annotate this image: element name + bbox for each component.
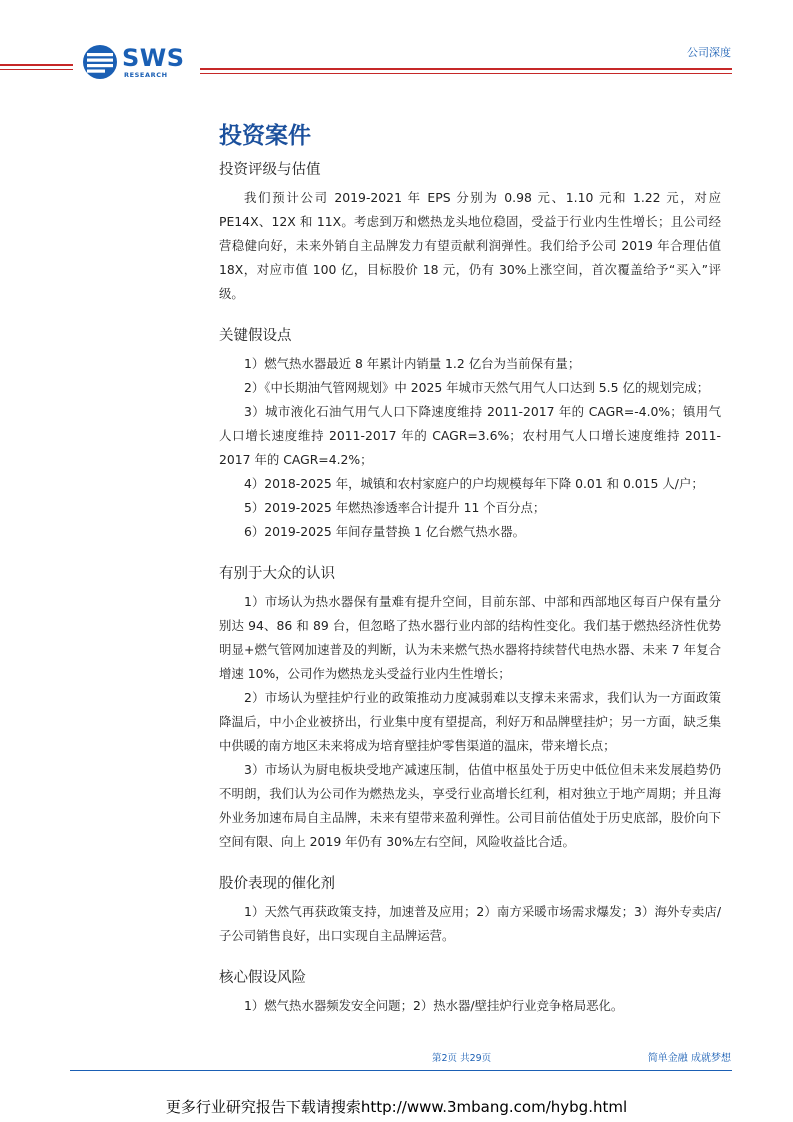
footer-slogan: 简单金融 成就梦想 [647, 1053, 731, 1064]
section-key-assumptions [219, 324, 721, 544]
paragraph: 1）燃气热水器频发安全问题；2）热水器/壁挂炉行业竞争格局恶化。 [244, 998, 624, 1013]
page-title: 投资案件 [219, 123, 311, 149]
assumption-item: 6）2019-2025 年间存量替换 1 亿台燃气热水器。 [244, 524, 525, 539]
paragraph: 3）市场认为厨电板块受地产减速压制，估值中枢虽处于历史中低位但未来发展趋势仍不明朗，我们认为公司作为燃热龙头，享受行业高增长红利，相对独立于地产周期；并且海外业务加速布局自主品牌，未来有望带来盈利弹性。公司目前估值处于历史底部，股价向下空间有限、向上 2019 年仍有 30%左右空间，风险收益比合适。 [219, 762, 721, 849]
main-content [219, 116, 721, 1036]
assumption-item: 4）2018-2025 年，城镇和农村家庭户的户均规模每年下降 0.01 和 0.015 人/户； [244, 476, 704, 491]
section-differentiated-view [219, 562, 721, 854]
section-catalysts [219, 872, 721, 948]
section-heading: 投资评级与估值 [219, 162, 321, 178]
header-rule-left-thin [0, 69, 73, 70]
page-number: 第2页 共29页 [432, 1053, 492, 1064]
sws-logo-mark-icon [82, 44, 118, 80]
assumption-item: 5）2019-2025 年燃热渗透率合计提升 11 个百分点； [244, 500, 546, 515]
header-rule-right-thin [200, 73, 732, 74]
assumption-item: 3）城市液化石油气用气人口下降速度维持 2011-2017 年的 CAGR=-4.0%；镇用气人口增长速度维持 2011-2017 年的 CAGR=3.6%；农村用气人口增长速度维持 2011-2017 年的 CAGR=4.2%； [219, 404, 721, 467]
sws-logo [82, 44, 192, 84]
assumption-item: 2）《中长期油气管网规划》中 2025 年城市天然气用气人口达到 5.5 亿的规划完成； [244, 380, 710, 395]
assumption-item: 1）燃气热水器最近 8 年累计内销量 1.2 亿台为当前保有量； [244, 356, 581, 371]
section-rating-valuation [219, 158, 721, 306]
paragraph: 1）天然气再获政策支持，加速普及应用；2）南方采暖市场需求爆发；3）海外专卖店/子公司销售良好，出口实现自主品牌运营。 [219, 904, 721, 943]
logo-text: SWS [122, 44, 185, 72]
paragraph: 1）市场认为热水器保有量难有提升空间，目前东部、中部和西部地区每百户保有量分别达 94、86 和 89 台，但忽略了热水器行业内部的结构性变化。我们基于燃热经济性优势明显+燃气管网加速普及的判断，认为未来燃气热水器将持续替代电热水器、未来 7 年复合增速 10%，公司作为燃热龙头受益行业内生性增长； [219, 594, 721, 681]
header-rule-left [0, 64, 73, 66]
section-heading: 核心假设风险 [219, 970, 306, 986]
section-heading: 关键假设点 [219, 328, 292, 344]
report-category: 公司深度 [687, 46, 731, 59]
paragraph: 我们预计公司 2019-2021 年 EPS 分别为 0.98 元、1.10 元和 1.22 元，对应 PE14X、12X 和 11X。考虑到万和燃热龙头地位稳固，受益于行业内生性增长；且公司经营稳健向好，未来外销自主品牌发力有望贡献利润弹性。我们给予公司 2019 年合理估值 18X，对应市值 100 亿，目标股价 18 元，仍有 30%上涨空间，首次覆盖给予“买入”评级。 [219, 190, 721, 301]
download-notice: 更多行业研究报告下载请搜索http://www.3mbang.com/hybg.html [165, 1098, 628, 1116]
footer-rule [70, 1070, 732, 1071]
header-rule-right [200, 68, 732, 70]
section-risks [219, 966, 721, 1018]
section-heading: 股价表现的催化剂 [219, 876, 335, 892]
paragraph: 2）市场认为壁挂炉行业的政策推动力度减弱难以支撑未来需求，我们认为一方面政策降温后，中小企业被挤出，行业集中度有望提高，利好万和品牌壁挂炉；另一方面，缺乏集中供暖的南方地区未来将成为培育壁挂炉零售渠道的温床，带来增长点； [219, 690, 721, 753]
logo-subtext: RESEARCH [124, 71, 168, 79]
section-heading: 有别于大众的认识 [219, 566, 335, 582]
